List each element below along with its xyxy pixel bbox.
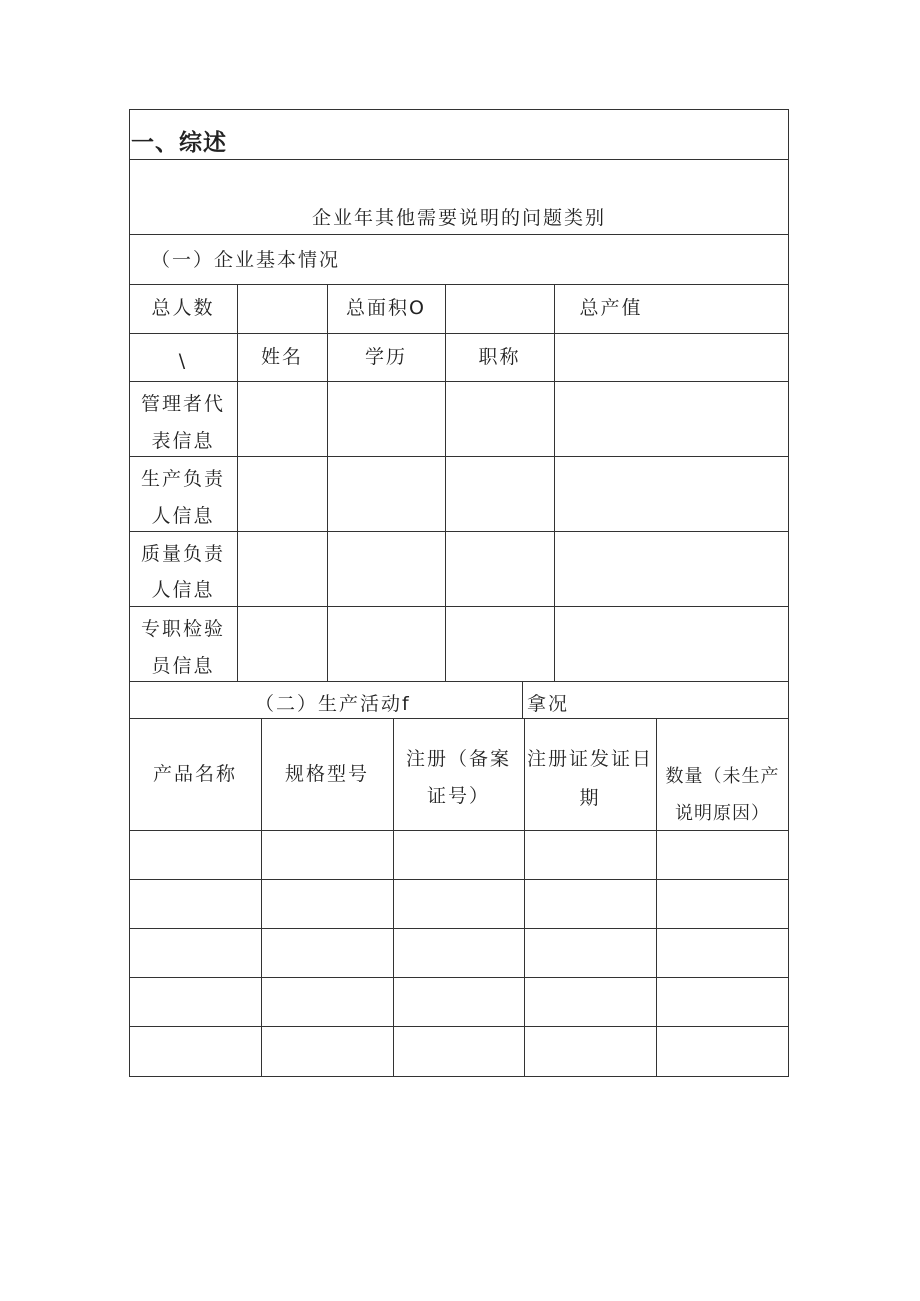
rule-v-part1-c (445, 284, 446, 681)
rule-h10 (129, 718, 789, 719)
rule-h13 (129, 928, 789, 929)
form-title: 企业年其他需要说明的问题类别 (311, 207, 606, 229)
label-total-area: 总面积O (346, 297, 426, 319)
part2-heading-right: 拿况 (527, 693, 570, 715)
rule-h15 (129, 1026, 789, 1027)
header-name: 姓名 (260, 346, 303, 368)
col-registration-date: 注册证发证日 (526, 748, 653, 770)
header-education: 学历 (364, 346, 407, 368)
role-label: 人信息 (151, 505, 215, 527)
role-label: 人信息 (151, 579, 215, 601)
header-title: 职称 (478, 346, 521, 368)
rule-h2 (129, 234, 789, 235)
rule-v-part2-c (524, 718, 525, 1076)
col-registration-number: 注册（备案 (405, 748, 511, 770)
rule-h3 (129, 284, 789, 285)
part2-heading-left: （二）生产活动f (255, 693, 411, 715)
rule-h5 (129, 381, 789, 382)
role-label: 表信息 (151, 430, 215, 452)
part1-heading: （一）企业基本情况 (151, 249, 341, 271)
rule-v-part1-a (237, 284, 238, 681)
col-spec-model: 规格型号 (284, 763, 369, 785)
rule-v-part1-b (327, 284, 328, 681)
label-total-output: 总产值 (579, 297, 643, 319)
rule-h7 (129, 531, 789, 532)
role-label: 质量负责 (140, 543, 225, 565)
header-corner: \ (178, 350, 188, 372)
label-total-people: 总人数 (151, 297, 215, 319)
col-quantity: 数量（未生产 (665, 766, 780, 787)
rule-h4 (129, 333, 789, 334)
role-label: 生产负责 (140, 468, 225, 490)
role-label: 专职检验 (140, 618, 225, 640)
rule-v-part2-b (393, 718, 394, 1076)
role-label: 管理者代 (140, 393, 225, 415)
rule-h1 (129, 159, 789, 160)
rule-h14 (129, 977, 789, 978)
col-registration-number: 证号） (426, 785, 490, 807)
rule-h12 (129, 879, 789, 880)
col-product-name: 产品名称 (152, 763, 237, 785)
rule-h6 (129, 456, 789, 457)
col-registration-date: 期 (579, 787, 601, 809)
rule-h11 (129, 830, 789, 831)
rule-v-part2-heading (522, 681, 523, 718)
rule-h8 (129, 606, 789, 607)
rule-v-part1-d (554, 284, 555, 681)
role-label: 员信息 (151, 655, 215, 677)
rule-h9 (129, 681, 789, 682)
section-heading: 一、综述 (131, 130, 227, 156)
col-quantity: 说明原因） (675, 803, 770, 824)
